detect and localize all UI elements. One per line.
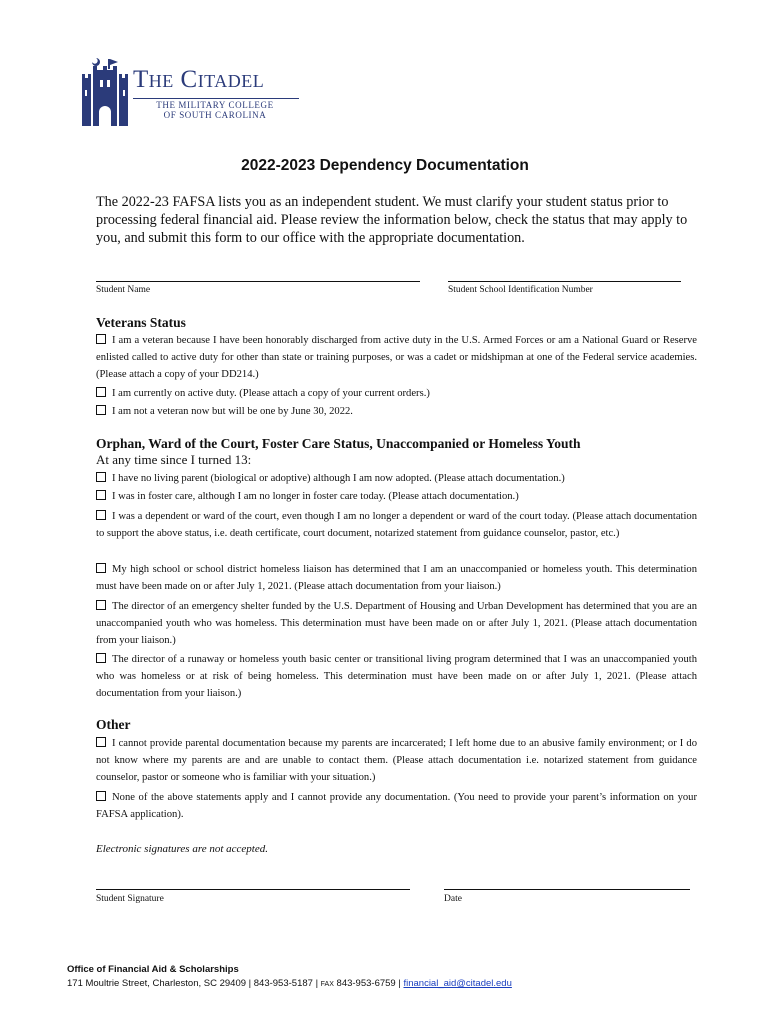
veteran-item bbox=[96, 403, 697, 420]
other-item bbox=[96, 789, 697, 823]
other-item-text: I cannot provide parental documentation because my parents are incarcerated; I left home due to an abusive family environment; or I do not know where my parents are and are unable to contact them. (Please attach documentation i.e. notarized statement from guidance counselor, pastor or someone who is familiar with your situation.) bbox=[96, 738, 697, 783]
page-title: 2022-2023 Dependency Documentation bbox=[241, 157, 529, 174]
org-name: The Citadel bbox=[133, 66, 265, 93]
footer-address: 171 Moultrie Street, Charleston, SC 29409 | 843-953-5187 | bbox=[67, 978, 321, 989]
orphan-item-text: My high school or school district homeless liaison has determined that I am an unaccompanied or homeless youth. This determination must have been made on or after July 1, 2021. (Please attach documentation from your liaison.) bbox=[96, 564, 697, 592]
student-id-label: Student School Identification Number bbox=[448, 285, 593, 295]
checkbox[interactable] bbox=[96, 510, 106, 520]
checkbox[interactable] bbox=[96, 387, 106, 397]
signature-line[interactable] bbox=[96, 889, 410, 890]
org-subtitle-line2: OF SOUTH CAROLINA bbox=[163, 110, 267, 120]
orphan-item bbox=[96, 651, 697, 702]
orphan-subheading: At any time since I turned 13: bbox=[96, 452, 252, 467]
checkbox[interactable] bbox=[96, 490, 106, 500]
other-heading: Other bbox=[96, 717, 131, 732]
checkbox[interactable] bbox=[96, 472, 106, 482]
checkbox[interactable] bbox=[96, 405, 106, 415]
intro-paragraph: The 2022-23 FAFSA lists you as an independent student. We must clarify your student status prior to processing federal financial aid. Please review the information below, check the status that may apply to you, and submit this form to our office with the appropriate documentation. bbox=[96, 194, 688, 246]
date-label: Date bbox=[444, 894, 462, 904]
footer-contact bbox=[67, 978, 512, 989]
electronic-signature-note: Electronic signatures are not accepted. bbox=[96, 843, 268, 855]
office-name: Office of Financial Aid & Scholarships bbox=[67, 964, 239, 975]
veteran-item-text: I am not a veteran now but will be one by June 30, 2022. bbox=[112, 406, 353, 417]
orphan-item-text: I was a dependent or ward of the court, even though I am no longer a dependent or ward of the court today. (Please attach documentation to support the above status, i.e. death certificate, court document, notarized statement from guidance counselor, pastor, etc.) bbox=[96, 511, 697, 539]
veterans-heading: Veterans Status bbox=[96, 315, 186, 330]
citadel-castle-logo bbox=[80, 56, 130, 130]
checkbox[interactable] bbox=[96, 563, 106, 573]
checkbox[interactable] bbox=[96, 791, 106, 801]
orphan-item-text: I have no living parent (biological or adoptive) although I am now adopted. (Please attach documentation.) bbox=[112, 473, 565, 484]
email-link[interactable]: financial_aid@citadel.edu bbox=[403, 978, 512, 989]
orphan-item bbox=[96, 598, 697, 649]
veteran-item bbox=[96, 332, 697, 383]
orphan-item-text: The director of an emergency shelter funded by the U.S. Department of Housing and Urban Development has determined that you are an unaccompanied youth who was homeless. This determination must have been made on or after July 1, 2021. (Please attach documentation from your liaison.) bbox=[96, 601, 697, 646]
signature-label: Student Signature bbox=[96, 894, 164, 904]
orphan-heading: Orphan, Ward of the Court, Foster Care Status, Unaccompanied or Homeless Youth bbox=[96, 436, 581, 451]
org-subtitle-line1: THE MILITARY COLLEGE bbox=[156, 100, 274, 110]
veteran-item bbox=[96, 385, 697, 402]
orphan-item bbox=[96, 470, 697, 487]
date-line[interactable] bbox=[444, 889, 690, 890]
fax-label: FAX bbox=[320, 981, 334, 988]
orphan-item bbox=[96, 488, 697, 505]
veteran-item-text: I am currently on active duty. (Please attach a copy of your current orders.) bbox=[112, 388, 430, 399]
orphan-item-text: I was in foster care, although I am no longer in foster care today. (Please attach documentation.) bbox=[112, 491, 519, 502]
orphan-item bbox=[96, 508, 697, 542]
orphan-item bbox=[96, 561, 697, 595]
orphan-item-text: The director of a runaway or homeless youth basic center or transitional living program determined that I was an unaccompanied youth who was homeless or at risk of being homeless. This determination must have been made on or after July 1, 2021. (Please attach documentation from your liaison.) bbox=[96, 654, 697, 699]
footer-office bbox=[67, 964, 239, 975]
logo-rule bbox=[133, 98, 299, 99]
student-id-line[interactable] bbox=[448, 281, 681, 282]
student-name-line[interactable] bbox=[96, 281, 420, 282]
other-item bbox=[96, 735, 697, 786]
checkbox[interactable] bbox=[96, 737, 106, 747]
checkbox[interactable] bbox=[96, 653, 106, 663]
checkbox[interactable] bbox=[96, 334, 106, 344]
checkbox[interactable] bbox=[96, 600, 106, 610]
veteran-item-text: I am a veteran because I have been honorably discharged from active duty in the U.S. Armed Forces or am a National Guard or Reserve enlisted called to active duty for other than state or training purposes, or was a cadet or midshipman at one of the Federal service academies. (Please attach a copy of your DD214.) bbox=[96, 335, 697, 380]
footer-fax: 843-953-6759 | bbox=[333, 978, 404, 989]
other-item-text: None of the above statements apply and I cannot provide any documentation. (You need to provide your parent’s information on your FAFSA application). bbox=[96, 792, 697, 820]
org-subtitle bbox=[150, 100, 280, 120]
student-name-label: Student Name bbox=[96, 285, 151, 295]
